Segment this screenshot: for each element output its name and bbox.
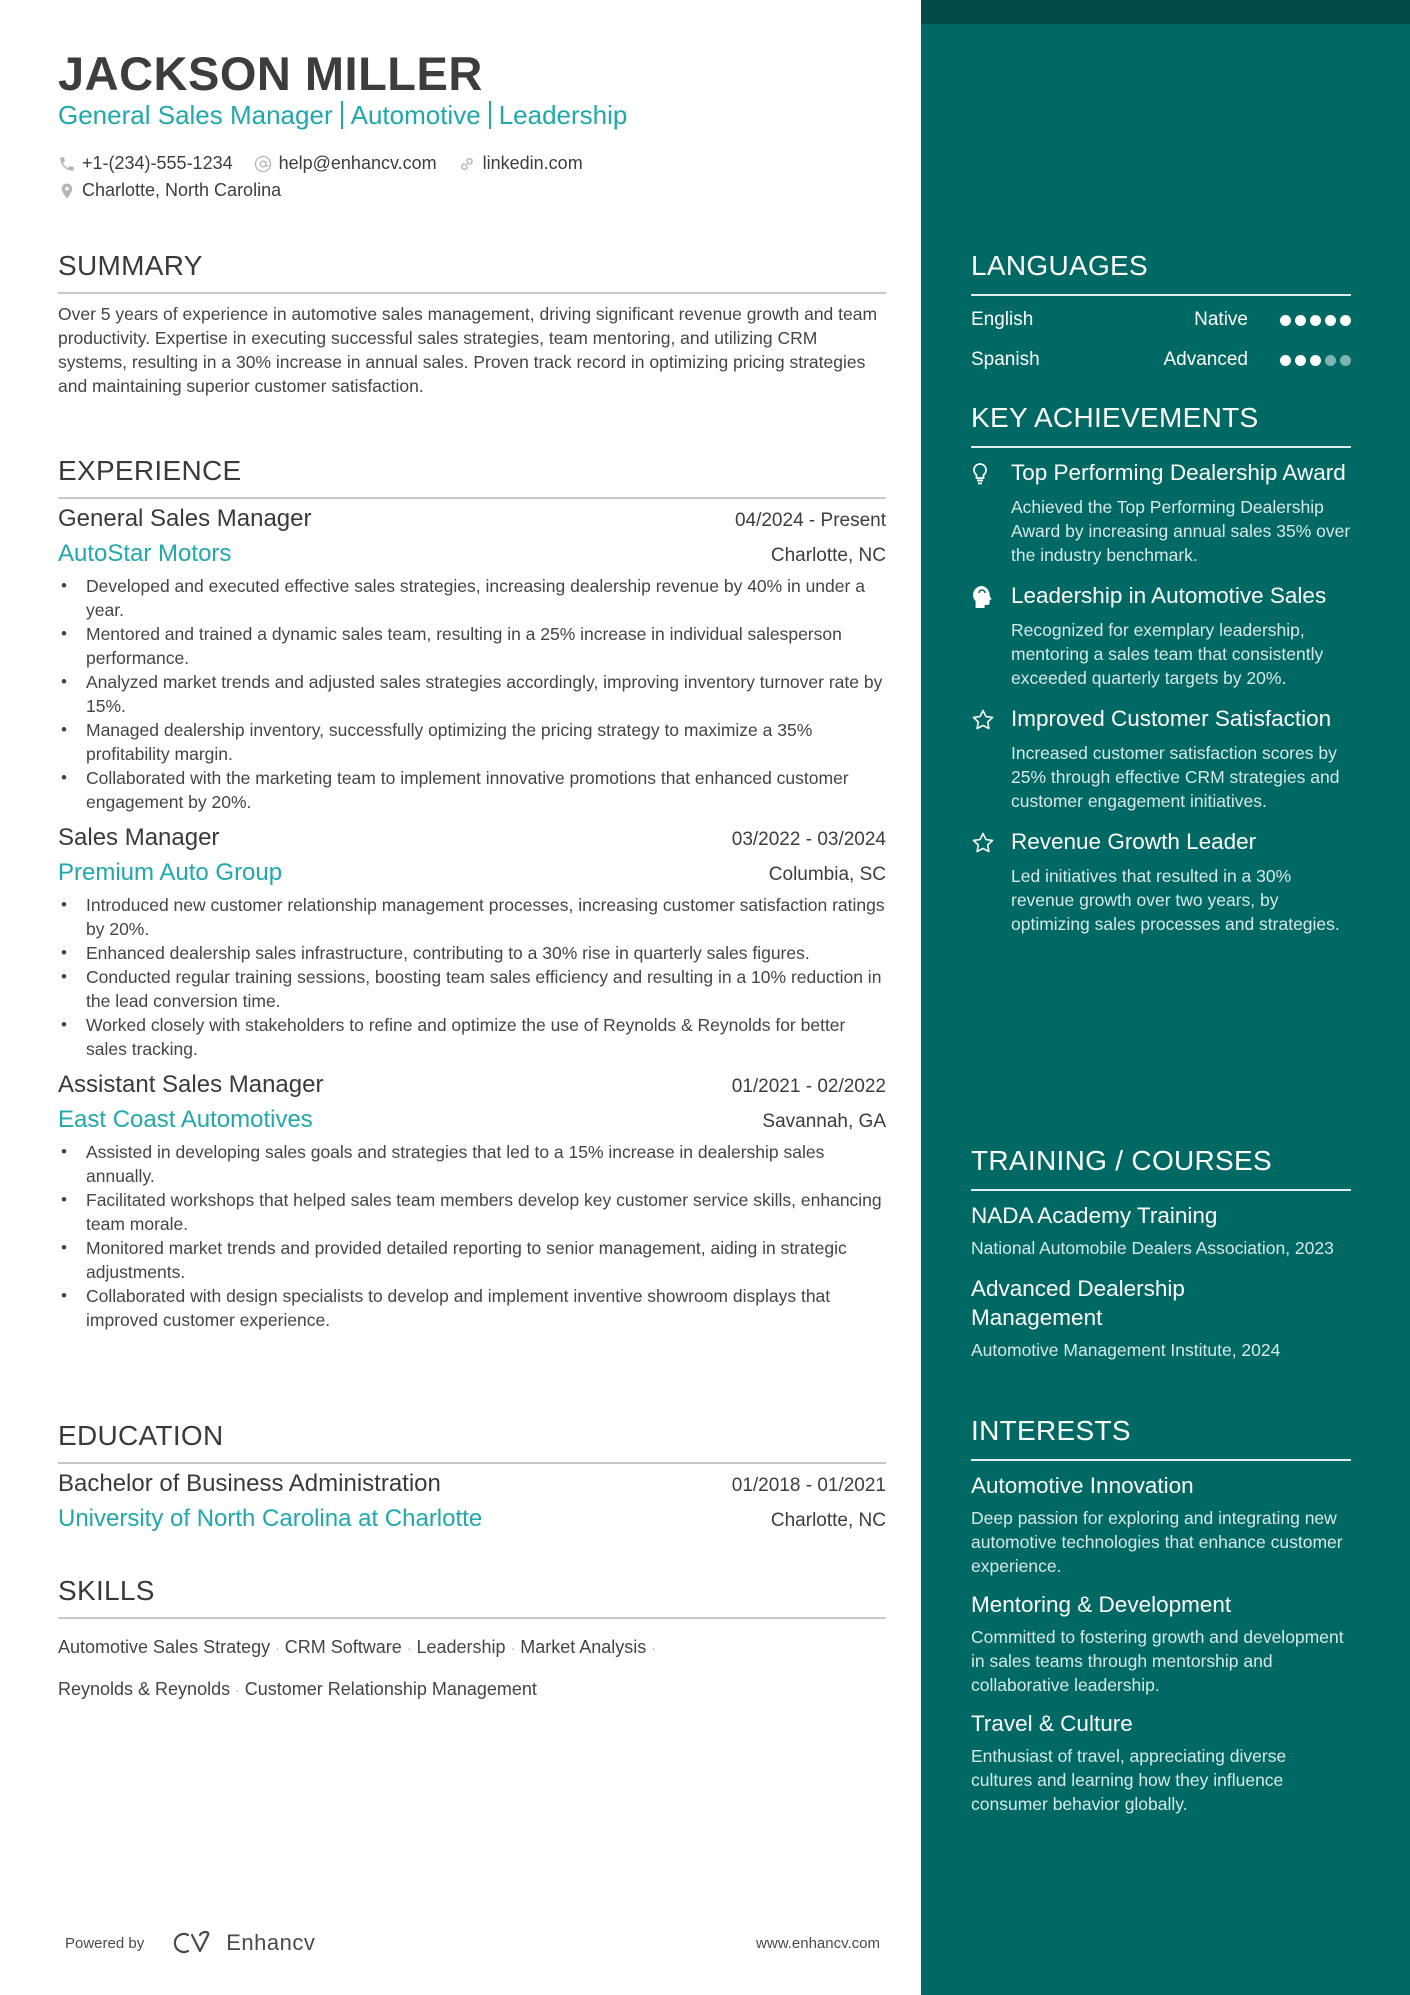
- section-heading: LANGUAGES: [971, 250, 1148, 281]
- skill-item: Leadership: [416, 1637, 506, 1657]
- job-role: Assistant Sales Manager: [58, 1071, 324, 1098]
- bullet-item: • Developed and executed effective sales strategies, increasing dealership revenue by 40% in under a year.: [58, 574, 886, 622]
- interest-title: Travel & Culture: [971, 1711, 1133, 1736]
- interest-desc: Committed to fostering growth and development in sales teams through mentorship and collaborative leadership.: [971, 1627, 1344, 1695]
- achievements-section: [971, 402, 1351, 936]
- bullet-item: • Conducted regular training sessions, boosting team sales efficiency and resulting in a 10% reduction in the lead conversion time.: [58, 965, 886, 1013]
- language-level: Advanced: [1163, 349, 1248, 370]
- achievement-item: [971, 581, 1351, 690]
- headline-part: General Sales Manager: [58, 100, 333, 130]
- achievement-item: [971, 704, 1351, 813]
- section-divider: [971, 446, 1351, 448]
- proficiency-dots: [1280, 315, 1351, 326]
- job-bullets: [58, 1140, 886, 1332]
- experience-section: [58, 455, 886, 1332]
- course-title: NADA Academy Training: [971, 1203, 1218, 1228]
- course-org: National Automobile Dealers Association, 2023: [971, 1238, 1334, 1258]
- education-location: Charlotte, NC: [770, 1510, 886, 1531]
- achievement-title: Leadership in Automotive Sales: [1011, 583, 1327, 608]
- job-company: Premium Auto Group: [58, 859, 283, 886]
- bullet-item: • Facilitated workshops that helped sales team members develop key customer service skills, enhancing team morale.: [58, 1188, 886, 1236]
- skill-item: Automotive Sales Strategy: [58, 1637, 271, 1657]
- location-pin-icon: [58, 181, 76, 201]
- course-title: Advanced Dealership Management: [971, 1276, 1185, 1330]
- job-dates: 03/2022 - 03/2024: [731, 829, 886, 850]
- job-company: East Coast Automotives: [58, 1106, 313, 1133]
- sidebar: [921, 0, 1410, 1995]
- bullet-item: • Worked closely with stakeholders to refine and optimize the use of Reynolds & Reynolds for better sales tracking.: [58, 1013, 886, 1061]
- contact-info: [58, 150, 603, 204]
- language-level: Native: [1194, 309, 1248, 330]
- section-heading: SKILLS: [58, 1575, 155, 1606]
- section-heading: INTERESTS: [971, 1415, 1131, 1446]
- skill-item: Market Analysis: [520, 1637, 647, 1657]
- skills-section: [58, 1575, 886, 1711]
- achievement-desc: Led initiatives that resulted in a 30% revenue growth over two years, by optimizing sales processes and strategies.: [1011, 866, 1340, 934]
- job-role: General Sales Manager: [58, 505, 312, 532]
- section-heading: TRAINING / COURSES: [971, 1145, 1272, 1176]
- skill-item: Customer Relationship Management: [244, 1679, 537, 1699]
- footer: [65, 1930, 880, 1956]
- job-bullets: [58, 893, 886, 1061]
- bullet-item: • Enhanced dealership sales infrastructure, contributing to a 30% rise in quarterly sales figures.: [58, 941, 886, 965]
- section-heading: SUMMARY: [58, 250, 203, 281]
- language-name: English: [971, 309, 1034, 330]
- course-item: [971, 1274, 1351, 1362]
- headline-divider: [489, 101, 491, 129]
- job-location: Savannah, GA: [762, 1111, 886, 1132]
- job-role: Sales Manager: [58, 824, 220, 851]
- section-divider: [971, 294, 1351, 296]
- course-org: Automotive Management Institute, 2024: [971, 1340, 1281, 1360]
- phone-icon: [58, 155, 76, 173]
- skills-list: Automotive Sales Strategy · CRM Software · Leadership · Market Analysis · Reynolds & Reynolds · Customer Relationship Management: [58, 1637, 656, 1699]
- achievement-title: Top Performing Dealership Award: [1011, 460, 1346, 485]
- achievement-desc: Increased customer satisfaction scores by 25% through effective CRM strategies and customer engagement initiatives.: [1011, 743, 1340, 811]
- achievement-item: [971, 458, 1351, 567]
- degree: Bachelor of Business Administration: [58, 1470, 441, 1497]
- skill-item: Reynolds & Reynolds: [58, 1679, 231, 1699]
- bullet-item: • Monitored market trends and provided detailed reporting to senior management, aiding in strategic adjustments.: [58, 1236, 886, 1284]
- language-name: Spanish: [971, 349, 1040, 370]
- powered-by-label: Powered by: [65, 1934, 145, 1952]
- section-heading: EXPERIENCE: [58, 455, 242, 486]
- job-dates: 04/2024 - Present: [734, 510, 886, 531]
- enhancv-logo-icon: [172, 1930, 218, 1956]
- candidate-name: JACKSON MILLER: [58, 47, 483, 100]
- section-divider: [971, 1189, 1351, 1191]
- achievement-title: Revenue Growth Leader: [1011, 829, 1257, 854]
- contact-phone[interactable]: +1-(234)-555-1234: [58, 153, 233, 174]
- job-location: Charlotte, NC: [770, 545, 886, 566]
- headline-part: Leadership: [498, 100, 628, 130]
- achievement-item: [971, 827, 1351, 936]
- job-entry: [58, 1071, 886, 1332]
- headline: [58, 100, 627, 131]
- contact-email[interactable]: help@enhancv.com: [253, 153, 437, 174]
- website-link[interactable]: www.enhancv.com: [756, 1934, 880, 1952]
- interest-title: Automotive Innovation: [971, 1473, 1194, 1498]
- interests-section: [971, 1415, 1351, 1816]
- job-company: AutoStar Motors: [58, 540, 232, 567]
- interest-desc: Deep passion for exploring and integrating new automotive technologies that enhance customer experience.: [971, 1508, 1343, 1576]
- interest-item: [971, 1590, 1351, 1697]
- proficiency-dots: [1280, 355, 1351, 366]
- interest-title: Mentoring & Development: [971, 1592, 1232, 1617]
- interest-desc: Enthusiast of travel, appreciating diverse cultures and learning how they influence consumer behavior globally.: [971, 1746, 1287, 1814]
- bullet-item: • Mentored and trained a dynamic sales team, resulting in a 25% increase in individual salesperson performance.: [58, 622, 886, 670]
- education-section: [58, 1420, 886, 1533]
- job-entry: [58, 824, 886, 1061]
- skill-item: CRM Software: [284, 1637, 402, 1657]
- achievement-desc: Achieved the Top Performing Dealership Award by increasing annual sales 35% over the industry benchmark.: [1011, 497, 1351, 565]
- job-bullets: [58, 574, 886, 814]
- job-dates: 01/2021 - 02/2022: [731, 1076, 886, 1097]
- bullet-item: • Assisted in developing sales goals and strategies that led to a 15% increase in dealership sales annually.: [58, 1140, 886, 1188]
- languages-section: [971, 250, 1351, 380]
- bullet-item: • Introduced new customer relationship management processes, increasing customer satisfaction ratings by 20%.: [58, 893, 886, 941]
- contact-link[interactable]: linkedin.com: [457, 153, 583, 174]
- section-divider: [58, 1462, 886, 1464]
- lightbulb-icon: [971, 462, 989, 486]
- bullet-item: • Collaborated with the marketing team to implement innovative promotions that enhanced customer engagement by 20%.: [58, 766, 886, 814]
- job-location: Columbia, SC: [768, 864, 886, 885]
- at-icon: [253, 154, 273, 174]
- section-divider: [58, 497, 886, 499]
- star-icon: [971, 708, 995, 732]
- contact-location: Charlotte, North Carolina: [58, 180, 281, 201]
- summary-text: Over 5 years of experience in automotive sales management, driving significant revenue growth and team productivity. Expertise in executing successful sales strategies, team mentoring, and utilizing CRM systems, resulting in a 30% increase in annual sales. Proven track record in optimizing pricing strategies and maintaining superior customer satisfaction.: [58, 304, 878, 396]
- achievement-desc: Recognized for exemplary leadership, mentoring a sales team that consistently exceeded quarterly targets by 20%.: [1011, 620, 1324, 688]
- sidebar-top-strip: [921, 0, 1410, 24]
- bullet-item: • Analyzed market trends and adjusted sales strategies accordingly, improving inventory turnover rate by 15%.: [58, 670, 886, 718]
- section-heading: KEY ACHIEVEMENTS: [971, 402, 1259, 433]
- interest-item: [971, 1709, 1351, 1816]
- course-item: [971, 1201, 1351, 1260]
- summary-section: [58, 250, 886, 398]
- head-brain-icon: [971, 585, 993, 609]
- education-entry: [58, 1470, 886, 1533]
- interest-item: [971, 1471, 1351, 1578]
- section-divider: [971, 1459, 1351, 1461]
- school: University of North Carolina at Charlotte: [58, 1505, 483, 1532]
- section-heading: EDUCATION: [58, 1420, 224, 1451]
- bullet-item: • Managed dealership inventory, successfully optimizing the pricing strategy to maximize a 35% profitability margin.: [58, 718, 886, 766]
- headline-divider: [341, 101, 343, 129]
- bullet-item: • Collaborated with design specialists to develop and implement inventive showroom displays that improved customer experience.: [58, 1284, 886, 1332]
- section-divider: [58, 292, 886, 294]
- training-section: [971, 1145, 1351, 1362]
- brand-logo[interactable]: Enhancv: [172, 1930, 315, 1956]
- achievement-title: Improved Customer Satisfaction: [1011, 706, 1332, 731]
- headline-part: Automotive: [350, 100, 481, 130]
- link-icon: [457, 154, 477, 174]
- language-row: [971, 340, 1351, 380]
- section-divider: [58, 1617, 886, 1619]
- education-dates: 01/2018 - 01/2021: [731, 1475, 886, 1496]
- job-entry: [58, 505, 886, 814]
- star-icon: [971, 831, 995, 855]
- language-row: [971, 300, 1351, 340]
